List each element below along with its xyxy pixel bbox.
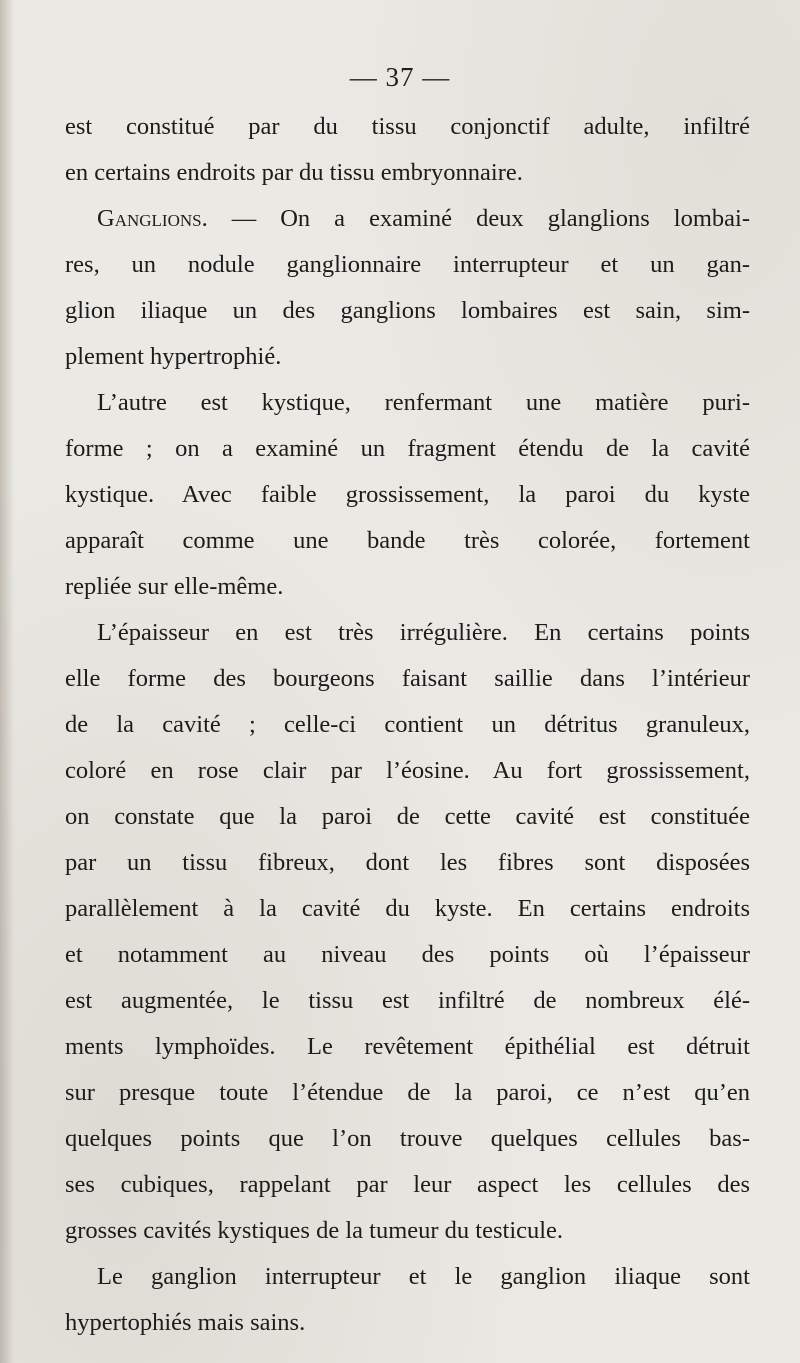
text-line: de la cavité ; celle-ci contient un détritus granuleux, <box>65 711 750 738</box>
text-line: hypertophiés mais sains. <box>65 1309 306 1336</box>
body-text <box>65 104 750 1346</box>
text-line: Le ganglion interrupteur et le ganglion iliaque sont <box>97 1263 750 1290</box>
page-edge-shadow <box>0 0 14 1363</box>
text-line: en certains endroits par du tissu embryonnaire. <box>65 159 523 186</box>
text-line: res, un nodule ganglionnaire interrupteur et un gan- <box>65 251 750 278</box>
section-text: — On a examiné deux glanglions lombai- <box>207 205 750 232</box>
text-line: ses cubiques, rappelant par leur aspect les cellules des <box>65 1171 750 1198</box>
text-line: L’épaisseur en est très irrégulière. En certains points <box>97 619 750 646</box>
section-label: Ganglions. <box>97 205 208 232</box>
text-line: est constitué par du tissu conjonctif adulte, infiltré <box>65 113 750 140</box>
text-line: forme ; on a examiné un fragment étendu de la cavité <box>65 435 750 462</box>
text-line: kystique. Avec faible grossissement, la paroi du kyste <box>65 481 750 508</box>
text-line: est augmentée, le tissu est infiltré de nombreux élé- <box>65 987 750 1014</box>
text-line: on constate que la paroi de cette cavité est constituée <box>65 803 750 830</box>
page-number: — 37 — <box>349 62 451 92</box>
text-line: glion iliaque un des ganglions lombaires est sain, sim- <box>65 297 750 324</box>
text-line: apparaît comme une bande très colorée, fortement <box>65 527 750 554</box>
text-line: quelques points que l’on trouve quelques cellules bas- <box>65 1125 750 1152</box>
text-line-section-heading <box>65 196 750 242</box>
text-line: repliée sur elle-même. <box>65 573 284 600</box>
text-line: par un tissu fibreux, dont les fibres sont disposées <box>65 849 750 876</box>
text-line: L’autre est kystique, renfermant une matière puri- <box>97 389 750 416</box>
text-line: coloré en rose clair par l’éosine. Au fort grossissement, <box>65 757 750 784</box>
text-line: ments lymphoïdes. Le revêtement épithélial est détruit <box>65 1033 750 1060</box>
text-line: grosses cavités kystiques de la tumeur du testicule. <box>65 1217 564 1244</box>
text-line: parallèlement à la cavité du kyste. En certains endroits <box>65 895 750 922</box>
text-line: et notamment au niveau des points où l’épaisseur <box>65 941 750 968</box>
text-line: plement hypertrophié. <box>65 343 282 370</box>
text-line: elle forme des bourgeons faisant saillie dans l’intérieur <box>65 665 750 692</box>
text-line: sur presque toute l’étendue de la paroi, ce n’est qu’en <box>65 1079 750 1106</box>
